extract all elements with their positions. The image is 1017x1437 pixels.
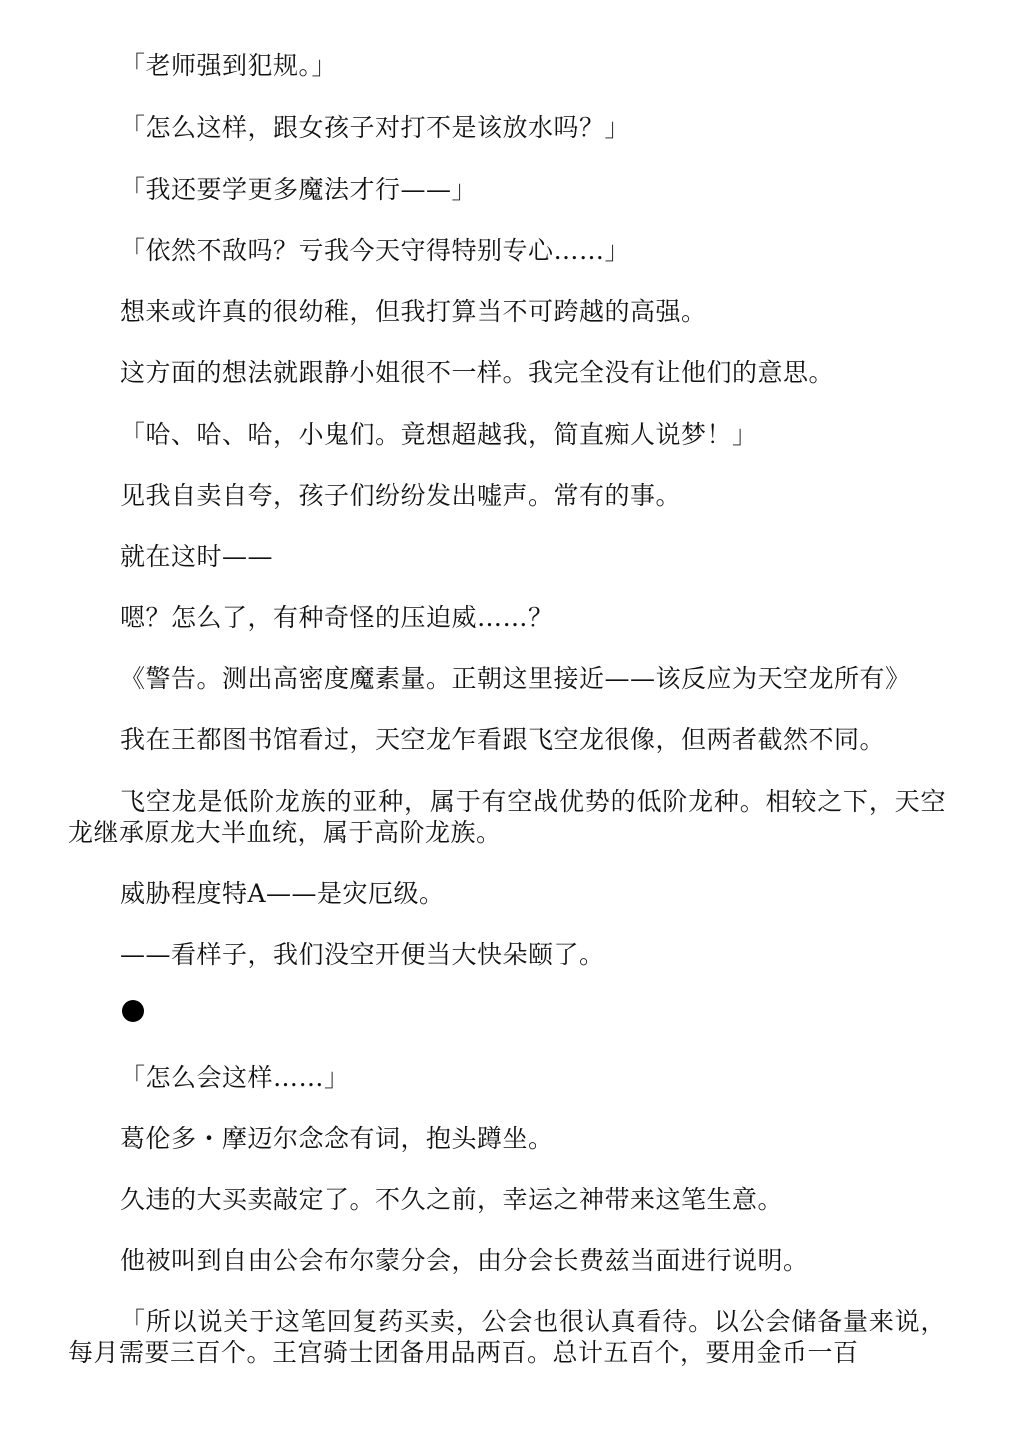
paragraph-20: 「所以说关于这笔回复药买卖，公会也很认真看待。以公会储备量来说，每月需要三百个。王宫骑士团备用品两百。总计五百个，要用金币一百	[68, 1307, 946, 1367]
paragraph-1: 「老师强到犯规。」	[120, 51, 338, 80]
paragraph-11: 《警告。测出高密度魔素量。正朝这里接近——该反应为天空龙所有》	[120, 664, 911, 693]
paragraph-3: 「我还要学更多魔法才行——」	[120, 175, 478, 204]
paragraph-16: 「怎么会这样……」	[120, 1063, 350, 1092]
paragraph-9: 就在这时——	[120, 542, 274, 571]
paragraph-19: 他被叫到自由公会布尔蒙分会，由分会长费兹当面进行说明。	[120, 1246, 809, 1275]
paragraph-10: 嗯？怎么了，有种奇怪的压迫威……？	[120, 603, 554, 632]
paragraph-5: 想来或许真的很幼稚，但我打算当不可跨越的高强。	[120, 297, 707, 326]
paragraph-4: 「依然不敌吗？亏我今天守得特别专心……」	[120, 236, 631, 265]
paragraph-2: 「怎么这样，跟女孩子对打不是该放水吗？」	[120, 113, 631, 142]
paragraph-8: 见我自卖自夸，孩子们纷纷发出嘘声。常有的事。	[120, 481, 682, 510]
paragraph-17: 葛伦多・摩迈尔念念有词，抱头蹲坐。	[120, 1124, 554, 1153]
section-break-bullet-icon	[122, 1000, 144, 1022]
paragraph-12: 我在王都图书馆看过，天空龙乍看跟飞空龙很像，但两者截然不同。	[120, 725, 886, 754]
paragraph-6: 这方面的想法就跟静小姐很不一样。我完全没有让他们的意思。	[120, 358, 835, 387]
paragraph-18: 久违的大买卖敲定了。不久之前，幸运之神带来这笔生意。	[120, 1185, 784, 1214]
paragraph-13: 飞空龙是低阶龙族的亚种，属于有空战优势的低阶龙种。相较之下，天空龙继承原龙大半血统，属于高阶龙族。	[68, 787, 946, 847]
paragraph-15: ——看样子，我们没空开便当大快朵颐了。	[120, 940, 605, 969]
paragraph-7: 「哈、哈、哈，小鬼们。竟想超越我，简直痴人说梦！」	[120, 420, 758, 449]
paragraph-14: 威胁程度特A——是灾厄级。	[120, 879, 445, 908]
